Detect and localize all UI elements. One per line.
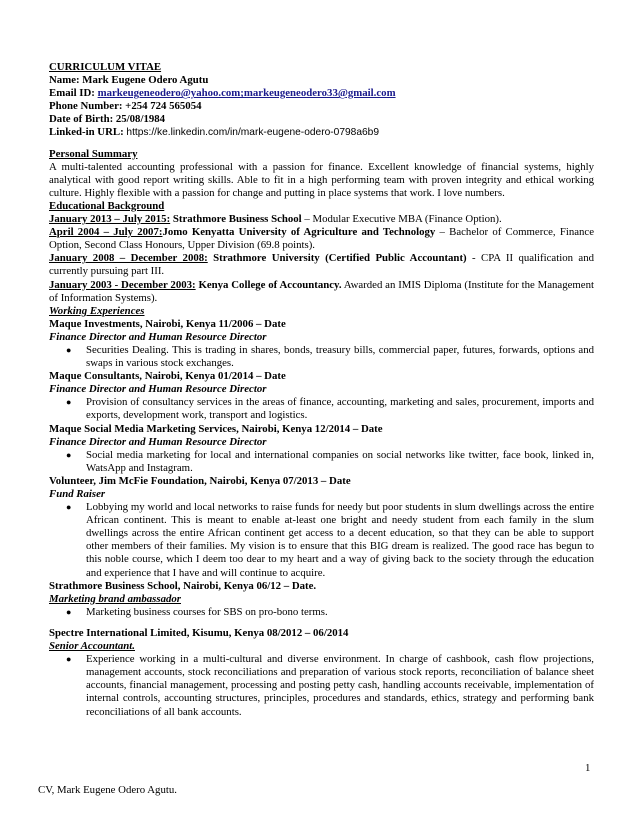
linkedin-url[interactable]: https://ke.linkedin.com/in/mark-eugene-odero-0798a6b9 <box>126 127 379 139</box>
job-role: Finance Director and Human Resource Director <box>49 383 267 396</box>
job-role: Fund Raiser <box>49 488 106 500</box>
education-item <box>49 279 594 305</box>
page-footer: CV, Mark Eugene Odero Agutu. <box>38 784 177 796</box>
bullet-icon: ● <box>66 502 72 513</box>
candidate-name: Name: Mark Eugene Odero Agutu <box>49 74 209 87</box>
education-dates: April 2004 – July 2007: <box>49 226 163 239</box>
bullet-icon: ● <box>66 344 72 355</box>
education-dates: January 2013 – July 2015: <box>49 213 171 226</box>
job-bullet-text: Provision of consultancy services in the areas of finance, accounting, marketing and sales, procurement, imports and exports, development work, transport and logistics. <box>86 396 594 422</box>
education-item <box>49 213 594 226</box>
education-item <box>49 226 594 252</box>
education-school: Strathmore University (Certified Public Accountant) <box>213 252 467 265</box>
education-detail: – Modular Executive MBA (Finance Option). <box>301 213 502 226</box>
linkedin-line <box>49 126 594 139</box>
job-bullets <box>49 449 594 475</box>
job-organization: Maque Investments, Nairobi, Kenya 11/2006 – Date <box>49 317 286 330</box>
job-organization: Maque Consultants, Nairobi, Kenya 01/2014 – Date <box>49 370 286 383</box>
experience-heading: Working Experiences <box>49 304 145 317</box>
job-bullet-text: Securities Dealing. This is trading in shares, bonds, treasury bills, commercial paper, futures, forwards, options and swaps in various stock exchanges. <box>86 343 594 370</box>
job-bullets <box>49 501 594 580</box>
job-bullet-text: Marketing business courses for SBS on pro-bono terms. <box>86 605 328 618</box>
education-detail: Awarded an IMIS Diploma (Institute for the Management of Information Systems). <box>49 278 594 304</box>
cv-title: CURRICULUM VITAE <box>49 61 162 73</box>
bullet-icon: ● <box>66 397 72 408</box>
job-bullet <box>49 653 594 718</box>
email-label: Email ID: <box>49 87 95 100</box>
job-bullet-text: Social media marketing for local and international companies on social networks like twitter, face book, linked in, WatsApp and Instagram. <box>86 448 594 474</box>
education-dates: January 2008 – December 2008: <box>49 252 208 265</box>
linkedin-label: Linked-in URL: <box>49 126 124 139</box>
bullet-icon: ● <box>66 654 72 665</box>
job-bullets <box>49 606 594 619</box>
summary-text: A multi-talented accounting professional with a passion for finance. Excellent knowledge of financial systems, highly analytical with good report writing skills. Able to fit in a high performing team with proven integrity and ethical working culture. Highly flexible with a passion for change and putting in place systems that work. I love numbers. <box>49 160 594 199</box>
email-link[interactable]: markeugeneodero@yahoo.com;markeugeneodero33@gmail.com <box>97 87 396 100</box>
job-bullet <box>49 344 594 370</box>
education-dates: January 2003 - December 2003: <box>49 278 196 291</box>
spacer <box>49 619 594 627</box>
job-role: Marketing brand ambassador <box>49 592 181 605</box>
summary-heading: Personal Summary <box>49 147 138 160</box>
education-school: Kenya College of Accountancy. <box>198 278 342 291</box>
education-school: Jomo Kenyatta University of Agriculture and Technology <box>162 226 436 239</box>
bullet-icon: ● <box>66 449 72 460</box>
spacer <box>49 140 594 148</box>
education-detail: – Bachelor of Commerce, Finance Option, Second Class Honours, Upper Division (69.8 points). <box>49 226 594 252</box>
job-bullet <box>49 396 594 422</box>
job-organization: Spectre International Limited, Kisumu, Kenya 08/2012 – 06/2014 <box>49 626 349 639</box>
job-bullet <box>49 449 594 475</box>
job-role: Finance Director and Human Resource Director <box>49 435 267 448</box>
job-organization: Volunteer, Jim McFie Foundation, Nairobi, Kenya 07/2013 – Date <box>49 474 351 487</box>
education-item <box>49 252 594 278</box>
page-number: 1 <box>585 762 591 774</box>
phone-number: Phone Number: +254 724 565054 <box>49 100 202 113</box>
job-bullets <box>49 653 594 718</box>
date-of-birth: Date of Birth: 25/08/1984 <box>49 113 166 126</box>
cv-page <box>49 61 594 719</box>
job-bullet-text: Lobbying my world and local networks to raise funds for needy but poor students in slum dwellings across the entire African continent. This is meant to enable at-least one bright and needy student from each family in the slum dwellings across the entire African continent get access to a decent education, so that they can be able to support other members of their families. My vision is to ensure that this BIG dream is realized. The good race has begun to this noble course, which I deem too dear to my heart and a way of giving back to the society through the education and experience that I have and will continue to acquire. <box>86 501 594 579</box>
job-role: Finance Director and Human Resource Director <box>49 330 267 343</box>
education-heading: Educational Background <box>49 199 165 212</box>
job-bullet-text: Experience working in a multi-cultural and diverse environment. In charge of cashbook, cash flow projections, management accounts, stock reconciliations and preparation of various stock reports, reconciliation of balance sheet accounts, financial management, processing and posting petty cash, handling accounts receivable, implementation of internal controls, accounting structures, principles, procedures and standards, ethics, strategy and performing bank reconciliations of all bank accounts. <box>86 653 594 718</box>
job-organization: Strathmore Business School, Nairobi, Kenya 06/12 – Date. <box>49 579 317 592</box>
education-school: Strathmore Business School <box>172 213 302 226</box>
email-line <box>49 87 594 100</box>
education-detail: - CPA II qualification and currently pursuing part III. <box>49 252 594 278</box>
job-bullets <box>49 344 594 370</box>
job-organization: Maque Social Media Marketing Services, Nairobi, Kenya 12/2014 – Date <box>49 422 383 435</box>
job-role: Senior Accountant. <box>49 640 135 653</box>
bullet-icon: ● <box>66 606 72 617</box>
job-bullet <box>49 501 594 580</box>
job-bullet <box>49 606 594 619</box>
job-bullets <box>49 396 594 422</box>
